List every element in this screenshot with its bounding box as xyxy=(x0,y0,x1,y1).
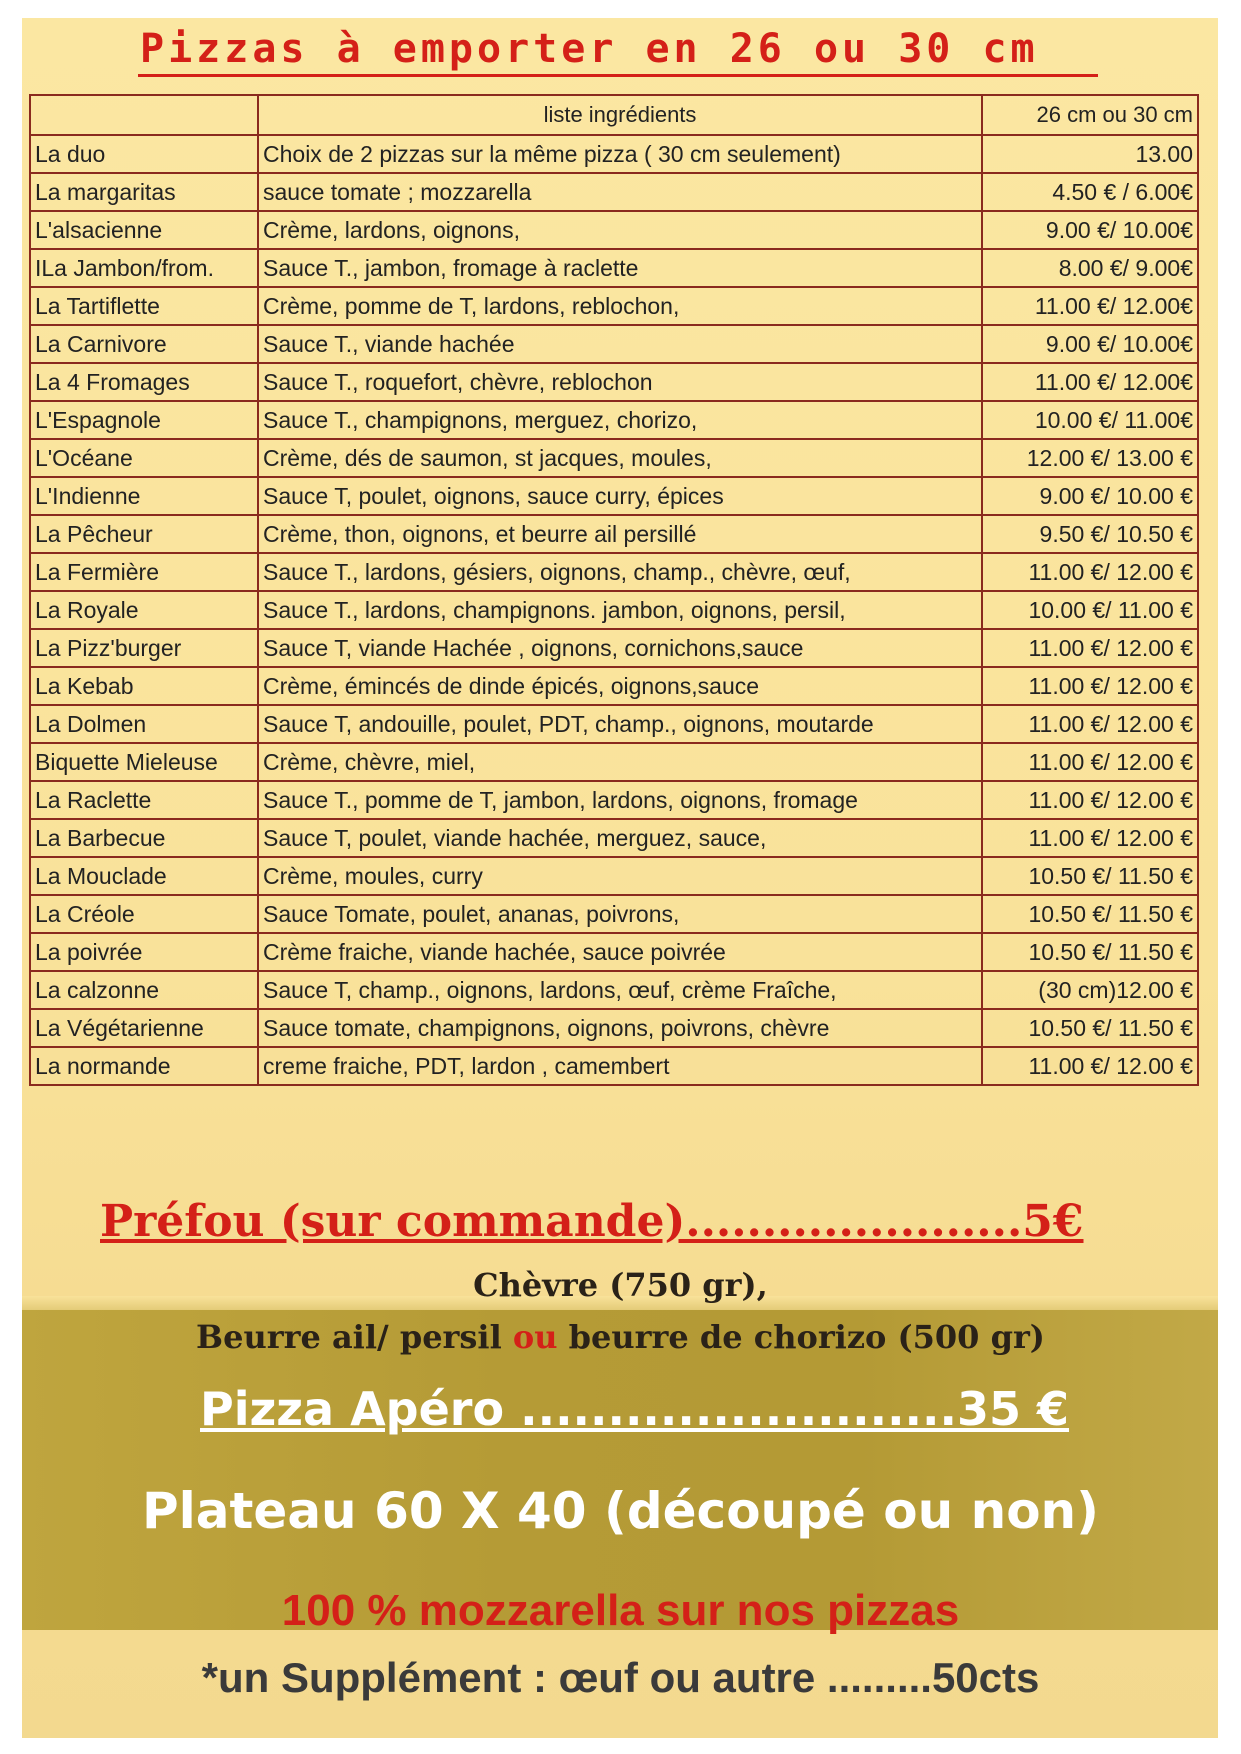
prefou-beurre-chorizo: beurre de chorizo (500 gr) xyxy=(568,1318,1045,1356)
pizza-ingredients: Crème fraiche, viande hachée, sauce poivrée xyxy=(258,933,982,971)
pizza-price: 9.50 €/ 10.50 € xyxy=(982,515,1198,553)
prefou-chevre: Chèvre (750 gr), xyxy=(473,1266,768,1304)
table-row xyxy=(30,819,1198,857)
pizza-name: La Pizz'burger xyxy=(30,629,258,667)
table-row xyxy=(30,211,1198,249)
pizza-price: 10.00 €/ 11.00€ xyxy=(982,401,1198,439)
pizza-price: 9.00 €/ 10.00 € xyxy=(982,477,1198,515)
pizza-name: L'Espagnole xyxy=(30,401,258,439)
pizza-price: 11.00 €/ 12.00 € xyxy=(982,667,1198,705)
pizza-ingredients: Sauce T, viande Hachée , oignons, cornichons,sauce xyxy=(258,629,982,667)
table-row xyxy=(30,971,1198,1009)
table-row xyxy=(30,287,1198,325)
pizza-name: Biquette Mieleuse xyxy=(30,743,258,781)
header-ingredients: liste ingrédients xyxy=(258,95,982,135)
pizza-name: La Barbecue xyxy=(30,819,258,857)
pizza-price: 10.50 €/ 11.50 € xyxy=(982,1009,1198,1047)
table-row xyxy=(30,553,1198,591)
supplement-note: *un Supplément : œuf ou autre .........50cts xyxy=(201,1654,1040,1701)
pizza-price: 12.00 €/ 13.00 € xyxy=(982,439,1198,477)
pizza-ingredients: Crème, lardons, oignons, xyxy=(258,211,982,249)
pizza-price: 11.00 €/ 12.00 € xyxy=(982,781,1198,819)
table-row xyxy=(30,667,1198,705)
table-row xyxy=(30,1009,1198,1047)
pizza-price: 13.00 xyxy=(982,135,1198,173)
prefou-title: Préfou (sur commande)......................5€ xyxy=(100,1196,1084,1247)
table-row xyxy=(30,325,1198,363)
pizza-name: ILa Jambon/from. xyxy=(30,249,258,287)
pizza-price: 9.00 €/ 10.00€ xyxy=(982,325,1198,363)
pizza-ingredients: Sauce T., lardons, gésiers, oignons, champ., chèvre, œuf, xyxy=(258,553,982,591)
pizza-price: 11.00 €/ 12.00 € xyxy=(982,629,1198,667)
table-body xyxy=(30,135,1198,1085)
pizza-price: 8.00 €/ 9.00€ xyxy=(982,249,1198,287)
pizza-price: 4.50 € / 6.00€ xyxy=(982,173,1198,211)
header-price: 26 cm ou 30 cm xyxy=(982,95,1198,135)
pizza-price: 11.00 €/ 12.00 € xyxy=(982,705,1198,743)
pizza-name: La calzonne xyxy=(30,971,258,1009)
plateau-size: Plateau 60 X 40 (découpé ou non) xyxy=(141,1482,1099,1540)
pizza-name: La Fermière xyxy=(30,553,258,591)
table-row xyxy=(30,591,1198,629)
table-row xyxy=(30,629,1198,667)
pizza-name: La Créole xyxy=(30,895,258,933)
pizza-price: 10.00 €/ 11.00 € xyxy=(982,591,1198,629)
pizza-price: 10.50 €/ 11.50 € xyxy=(982,857,1198,895)
pizza-apero-title: Pizza Apéro .........................35 € xyxy=(200,1382,1070,1436)
header-name xyxy=(30,95,258,135)
pizza-price: 11.00 €/ 12.00 € xyxy=(982,553,1198,591)
pizza-price: 10.50 €/ 11.50 € xyxy=(982,895,1198,933)
pizza-price: 11.00 €/ 12.00 € xyxy=(982,743,1198,781)
pizza-name: La Végétarienne xyxy=(30,1009,258,1047)
pizza-name: La poivrée xyxy=(30,933,258,971)
pizza-ingredients: Sauce T., jambon, fromage à raclette xyxy=(258,249,982,287)
pizza-ingredients: Sauce T., pomme de T, jambon, lardons, oignons, fromage xyxy=(258,781,982,819)
prefou-beurre xyxy=(0,1318,1241,1356)
prefou-ou: ou xyxy=(512,1318,558,1356)
pizza-name: L'Océane xyxy=(30,439,258,477)
pizza-ingredients: Sauce T., roquefort, chèvre, reblochon xyxy=(258,363,982,401)
pizza-name: La duo xyxy=(30,135,258,173)
pizza-name: La Pêcheur xyxy=(30,515,258,553)
table-row xyxy=(30,477,1198,515)
page-title: Pizzas à emporter en 26 ou 30 cm xyxy=(140,26,1039,72)
pizza-ingredients: Crème, thon, oignons, et beurre ail persillé xyxy=(258,515,982,553)
pizza-ingredients: Crème, chèvre, miel, xyxy=(258,743,982,781)
pizza-price: 10.50 €/ 11.50 € xyxy=(982,933,1198,971)
pizza-ingredients: creme fraiche, PDT, lardon , camembert xyxy=(258,1047,982,1085)
olive-band xyxy=(22,1310,1218,1630)
pizza-name: La Kebab xyxy=(30,667,258,705)
pizza-ingredients: Choix de 2 pizzas sur la même pizza ( 30 cm seulement) xyxy=(258,135,982,173)
pizza-ingredients: Sauce T, andouille, poulet, PDT, champ., oignons, moutarde xyxy=(258,705,982,743)
pizza-name: La Royale xyxy=(30,591,258,629)
pizza-name: L'alsacienne xyxy=(30,211,258,249)
pizza-ingredients: Crème, pomme de T, lardons, reblochon, xyxy=(258,287,982,325)
pizza-ingredients: Sauce T, champ., oignons, lardons, œuf, crème Fraîche, xyxy=(258,971,982,1009)
pizza-name: La normande xyxy=(30,1047,258,1085)
table-row xyxy=(30,439,1198,477)
pizza-ingredients: Sauce T., champignons, merguez, chorizo, xyxy=(258,401,982,439)
table-row xyxy=(30,933,1198,971)
pizza-price: (30 cm)12.00 € xyxy=(982,971,1198,1009)
pizza-name: La 4 Fromages xyxy=(30,363,258,401)
pizza-ingredients: Crème, dés de saumon, st jacques, moules, xyxy=(258,439,982,477)
table-row xyxy=(30,515,1198,553)
prefou-beurre-ail: Beurre ail/ persil xyxy=(196,1318,502,1356)
table-row xyxy=(30,743,1198,781)
pizza-name: La Mouclade xyxy=(30,857,258,895)
table-row xyxy=(30,135,1198,173)
pizza-name: La Raclette xyxy=(30,781,258,819)
table-row xyxy=(30,173,1198,211)
pizza-ingredients: Sauce T, poulet, oignons, sauce curry, épices xyxy=(258,477,982,515)
table-row xyxy=(30,895,1198,933)
pizza-price: 9.00 €/ 10.00€ xyxy=(982,211,1198,249)
title-underline xyxy=(138,74,1098,77)
mozzarella-claim: 100 % mozzarella sur nos pizzas xyxy=(281,1586,960,1635)
pizza-ingredients: Crème, émincés de dinde épicés, oignons,sauce xyxy=(258,667,982,705)
pizza-ingredients: Sauce T, poulet, viande hachée, merguez, sauce, xyxy=(258,819,982,857)
pizza-ingredients: Sauce T., lardons, champignons. jambon, oignons, persil, xyxy=(258,591,982,629)
pizza-name: La margaritas xyxy=(30,173,258,211)
pizza-ingredients: Sauce Tomate, poulet, ananas, poivrons, xyxy=(258,895,982,933)
table-row xyxy=(30,249,1198,287)
table-row xyxy=(30,401,1198,439)
table-row xyxy=(30,781,1198,819)
pizza-ingredients: Sauce T., viande hachée xyxy=(258,325,982,363)
table-row xyxy=(30,705,1198,743)
pizza-menu-table xyxy=(29,94,1199,1086)
pizza-ingredients: Crème, moules, curry xyxy=(258,857,982,895)
table-row xyxy=(30,1047,1198,1085)
pizza-price: 11.00 €/ 12.00€ xyxy=(982,363,1198,401)
pizza-ingredients: Sauce tomate, champignons, oignons, poivrons, chèvre xyxy=(258,1009,982,1047)
pizza-price: 11.00 €/ 12.00 € xyxy=(982,1047,1198,1085)
table-header-row xyxy=(30,95,1198,135)
pizza-name: L'Indienne xyxy=(30,477,258,515)
pizza-name: La Dolmen xyxy=(30,705,258,743)
table-row xyxy=(30,363,1198,401)
pizza-price: 11.00 €/ 12.00 € xyxy=(982,819,1198,857)
pizza-ingredients: sauce tomate ; mozzarella xyxy=(258,173,982,211)
table-row xyxy=(30,857,1198,895)
pizza-name: La Carnivore xyxy=(30,325,258,363)
pizza-name: La Tartiflette xyxy=(30,287,258,325)
pizza-price: 11.00 €/ 12.00€ xyxy=(982,287,1198,325)
